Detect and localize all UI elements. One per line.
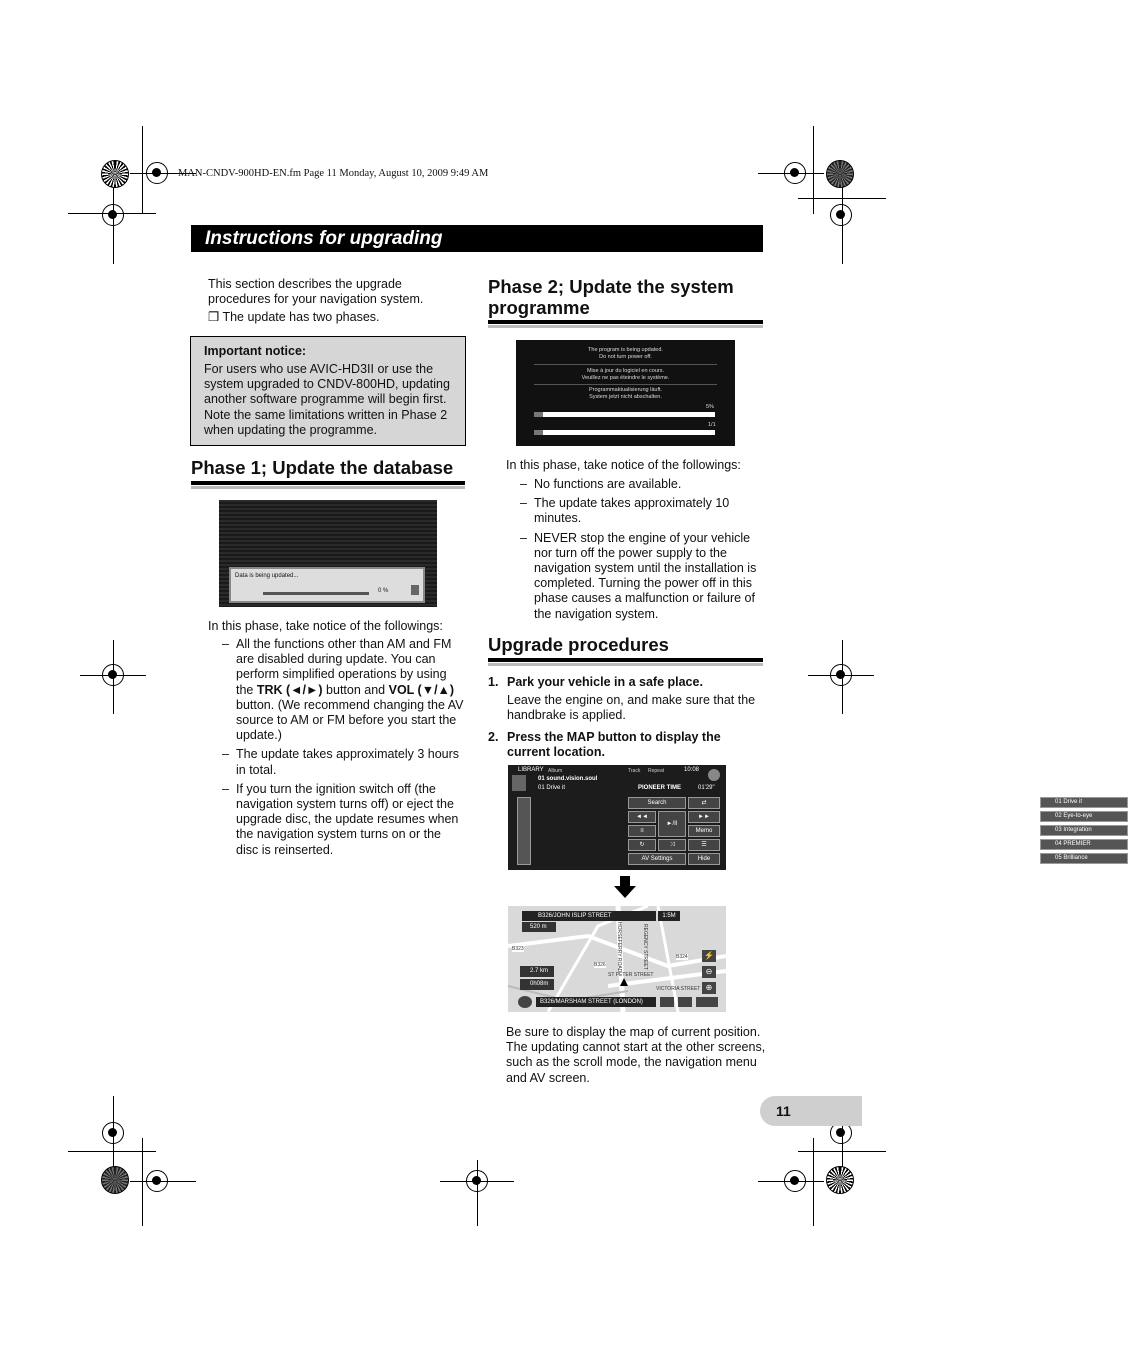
map-label: B326 bbox=[594, 962, 606, 968]
color-rosette bbox=[826, 160, 854, 188]
section-title: Instructions for upgrading bbox=[205, 228, 443, 249]
file-stamp: MAN-CNDV-900HD-EN.fm Page 11 Monday, August 10, 2009 9:49 AM bbox=[178, 168, 489, 179]
bar2-label: 1/1 bbox=[708, 422, 716, 428]
registration-mark bbox=[146, 162, 168, 184]
arrival-time: 0h08m bbox=[520, 979, 554, 990]
clock: 10:08 bbox=[684, 767, 700, 773]
map-scale[interactable]: 1:5M bbox=[658, 911, 680, 921]
progress-bar-2 bbox=[534, 430, 715, 435]
settings-button-icon[interactable]: ☰ bbox=[688, 839, 720, 851]
memo-button[interactable]: Memo bbox=[688, 825, 720, 837]
play-pause-button-icon[interactable]: ►/II bbox=[658, 811, 686, 837]
registration-mark bbox=[146, 1170, 168, 1192]
database-update-screen bbox=[219, 500, 437, 607]
next-button-icon[interactable]: ►► bbox=[688, 811, 720, 823]
phase2-heading: Phase 2; Update the system programme bbox=[488, 276, 734, 318]
scrollbar[interactable] bbox=[517, 797, 531, 865]
track-list-item[interactable]: 05 Brilliance bbox=[1040, 853, 1128, 864]
heading-rule-grey bbox=[191, 486, 465, 489]
procedures-heading: Upgrade procedures bbox=[488, 634, 669, 655]
registration-mark bbox=[830, 664, 852, 686]
progress-track bbox=[263, 592, 369, 595]
disc-icon bbox=[512, 775, 526, 791]
phase2-lead: In this phase, take notice of the followings: bbox=[506, 458, 741, 472]
step2-title: Press the MAP button to display the current location. bbox=[507, 730, 721, 760]
list-item: – The update takes approximately 3 hours in total. bbox=[222, 747, 465, 777]
intro-text: This section describes the upgrade procedures for your navigation system. bbox=[208, 277, 424, 307]
step2-number: 2. bbox=[488, 730, 499, 744]
screen-line-fr-1: Mise à jour du logiciel en cours. bbox=[586, 368, 665, 374]
hide-button[interactable]: Hide bbox=[688, 853, 720, 865]
crop-mark bbox=[142, 1138, 143, 1226]
phase1-list bbox=[222, 637, 465, 862]
prev-button-icon[interactable]: ◄◄ bbox=[628, 811, 656, 823]
list-item: – No functions are available. bbox=[520, 477, 763, 492]
update-dialog bbox=[229, 567, 425, 603]
update-dialog-text: Data is being updated... bbox=[235, 573, 299, 579]
progress-fill bbox=[534, 412, 543, 417]
divider bbox=[534, 364, 717, 365]
map-label: VICTORIA STREET bbox=[656, 986, 701, 992]
av-source-screen bbox=[508, 765, 1093, 870]
phase1-heading: Phase 1; Update the database bbox=[191, 457, 454, 478]
color-rosette bbox=[101, 1166, 129, 1194]
map-label: HORSEFERRY ROAD bbox=[616, 922, 622, 973]
registration-mark bbox=[784, 162, 806, 184]
divider bbox=[534, 384, 717, 385]
album-name: 01 sound.vision.soul bbox=[538, 776, 598, 782]
phase1-lead: In this phase, take notice of the followings: bbox=[208, 619, 443, 633]
crop-mark bbox=[798, 198, 886, 199]
current-road-top: B326/JOHN ISLIP STREET bbox=[522, 911, 656, 921]
page-number: 11 bbox=[776, 1103, 791, 1119]
registration-mark bbox=[102, 204, 124, 226]
list-item: – All the functions other than AM and FM are disabled during update. You can perform simplified operations by using the TRK (◄/►) button and VOL (▼/▲) button. (We recommend changing the AV source to AM or FM before you start the update.) bbox=[222, 637, 465, 743]
av-source-label: LIBRARY bbox=[518, 767, 544, 773]
artist-name: PIONEER TIME bbox=[638, 785, 682, 791]
system-update-screen bbox=[516, 340, 735, 446]
page-number-badge bbox=[760, 1096, 862, 1126]
shuffle-button-icon[interactable]: ⇄ bbox=[688, 797, 720, 809]
step1-detail: Leave the engine on, and make sure that the handbrake is applied. bbox=[507, 693, 756, 723]
step1-number: 1. bbox=[488, 675, 499, 689]
registration-mark bbox=[830, 204, 852, 226]
total-distance: 2.7 km bbox=[520, 966, 554, 977]
color-rosette bbox=[101, 160, 129, 188]
current-road-bottom: B326/MARSHAM STREET (LONDON) bbox=[536, 997, 656, 1007]
color-rosette bbox=[826, 1166, 854, 1194]
progress-fill bbox=[534, 430, 543, 435]
registration-mark bbox=[784, 1170, 806, 1192]
phase2-list bbox=[520, 477, 763, 626]
screen-line-en-2: Do not turn power off. bbox=[599, 354, 652, 360]
track-list-item[interactable]: 02 Eye-to-eye bbox=[1040, 811, 1128, 822]
volume-icon[interactable] bbox=[660, 997, 674, 1007]
crop-mark bbox=[142, 126, 143, 214]
menu-button-icon[interactable] bbox=[518, 996, 532, 1008]
track-list-item[interactable]: 04 PREMIER bbox=[1040, 839, 1128, 850]
map-label: ST PETER STREET bbox=[608, 972, 654, 978]
heading-rule-grey bbox=[488, 325, 763, 328]
registration-mark bbox=[102, 664, 124, 686]
track-name: 01 Drive it bbox=[538, 785, 566, 791]
screen-line-fr-2: Veuillez ne pas éteindre le système. bbox=[581, 375, 670, 381]
map-label: B324 bbox=[676, 954, 688, 960]
list-item: – The update takes approximately 10 minutes. bbox=[520, 496, 763, 526]
screen-line-en-1: The program is being updated. bbox=[588, 347, 663, 353]
procedures-footer: Be sure to display the map of current position. The updating cannot start at the other screens, such as the scroll mode, the navigation menu and AV screen. bbox=[506, 1025, 766, 1085]
heading-rule bbox=[488, 320, 763, 324]
step1-title: Park your vehicle in a safe place. bbox=[507, 675, 703, 689]
audio-icon[interactable] bbox=[678, 997, 692, 1007]
progress-bar-1 bbox=[534, 412, 715, 417]
bar1-label: 5% bbox=[706, 404, 714, 410]
next-turn-distance: 520 m bbox=[522, 922, 556, 932]
vehicle-position-icon bbox=[620, 978, 628, 986]
elapsed-time: 01'29" bbox=[698, 785, 715, 791]
repeat-button-icon[interactable]: ↻ bbox=[628, 839, 656, 851]
tab-track: Track bbox=[628, 768, 641, 774]
map-label: REGENCY STREET bbox=[642, 924, 648, 970]
crop-mark bbox=[813, 126, 814, 214]
down-arrow-icon-head bbox=[614, 886, 636, 898]
search-button[interactable]: Search bbox=[628, 797, 686, 809]
heading-rule bbox=[488, 658, 763, 662]
down-arrow-icon bbox=[620, 876, 630, 886]
notice-body: For users who use AVIC-HD3II or use the system upgraded to CNDV-800HD, updating another software programme will begin first. Note the same limitations written in Phase 2 when updating the programme. bbox=[204, 362, 450, 437]
random-button-icon[interactable]: ⤨ bbox=[658, 839, 686, 851]
intro-note: ❒ The update has two phases. bbox=[208, 310, 380, 324]
track-list-item[interactable]: 03 Integration bbox=[1040, 825, 1128, 836]
tab-album: Album bbox=[548, 768, 563, 774]
crop-mark bbox=[813, 1138, 814, 1226]
map-screen bbox=[508, 906, 726, 1012]
list-button-icon[interactable]: ≡ bbox=[628, 825, 656, 837]
back-button-icon[interactable] bbox=[708, 769, 720, 781]
registration-mark bbox=[466, 1170, 488, 1192]
important-notice-box bbox=[190, 336, 466, 446]
crop-mark bbox=[798, 1151, 886, 1152]
zoom-out-icon[interactable]: ⊖ bbox=[702, 966, 716, 978]
dialog-icon bbox=[411, 585, 419, 595]
time-display bbox=[696, 997, 718, 1007]
registration-mark bbox=[102, 1122, 124, 1144]
list-item: – If you turn the ignition switch off (the navigation system turns off) or eject the upgrade disc, the update resumes when the navigation system turns on or the disc is reinserted. bbox=[222, 782, 465, 858]
heading-rule bbox=[191, 481, 465, 485]
zoom-in-icon[interactable]: ⚡ bbox=[702, 950, 716, 962]
av-settings-button[interactable]: AV Settings bbox=[628, 853, 686, 865]
screen-line-de-2: System jetzt nicht abschalten. bbox=[589, 394, 662, 400]
progress-percent: 0 % bbox=[378, 588, 389, 594]
track-list-item[interactable]: 01 Drive it bbox=[1040, 797, 1128, 808]
heading-rule-grey bbox=[488, 663, 763, 666]
screen-line-de-1: Programmaktualisierung läuft. bbox=[588, 387, 663, 393]
zoom-icon[interactable]: ⊕ bbox=[702, 982, 716, 994]
list-item: – NEVER stop the engine of your vehicle nor turn off the power supply to the navigation system until the installation is completed. Turning the power off in this phase causes a malfunction or failure of the navigation system. bbox=[520, 531, 763, 622]
notice-title: Important notice: bbox=[204, 344, 307, 358]
map-label: B323 bbox=[512, 946, 524, 952]
tab-repeat: Repeat bbox=[648, 768, 665, 774]
